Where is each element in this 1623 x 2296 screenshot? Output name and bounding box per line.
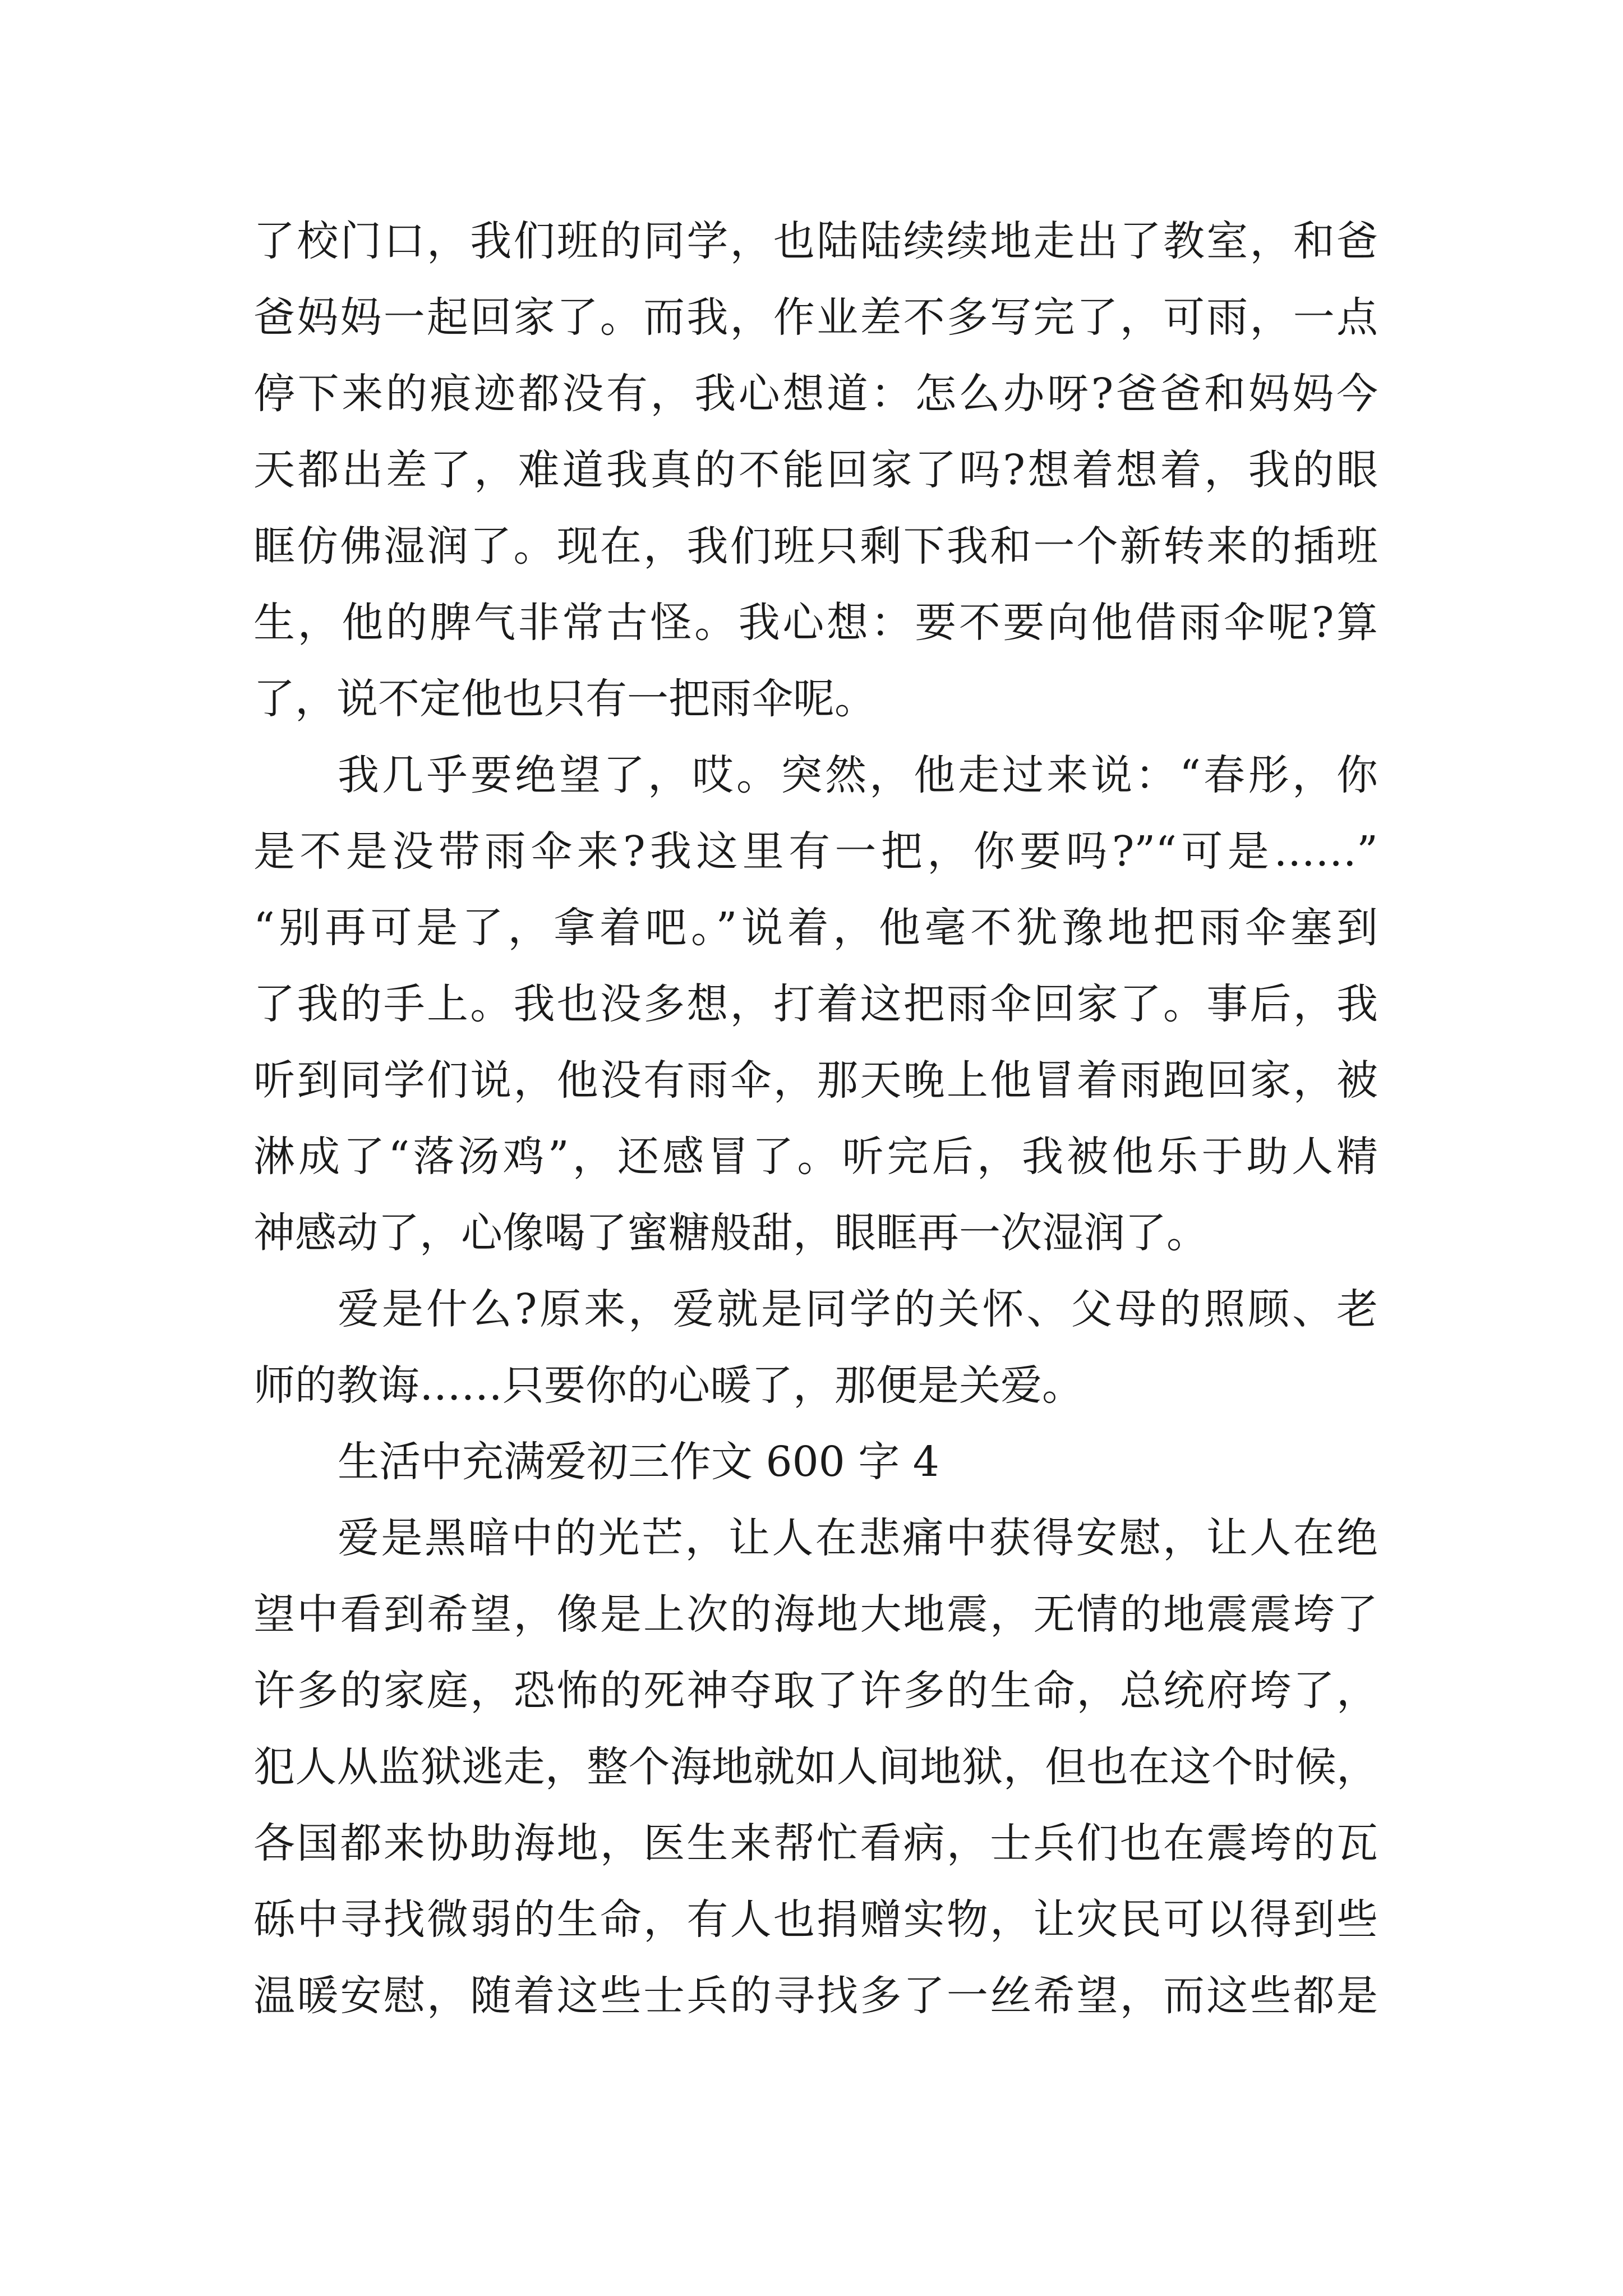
text-line: 爱是黑暗中的光芒，让人在悲痛中获得安慰，让人在绝 (338, 1514, 1378, 1562)
text-line: 停下来的痕迹都没有，我心想道：怎么办呀?爸爸和妈妈今 (253, 370, 1378, 418)
section-heading: 生活中充满爱初三作文 600 字 4 (338, 1438, 939, 1486)
text-line: 是不是没带雨伞来?我这里有一把，你要吗?”“可是……” (253, 827, 1378, 876)
text-line: 温暖安慰，随着这些士兵的寻找多了一丝希望，而这些都是 (253, 1972, 1378, 2020)
text-line: 爸妈妈一起回家了。而我，作业差不多写完了，可雨，一点 (253, 293, 1378, 342)
text-line: “别再可是了，拿着吧。”说着，他毫不犹豫地把雨伞塞到 (253, 904, 1378, 952)
text-line: 砾中寻找微弱的生命，有人也捐赠实物，让灾民可以得到些 (253, 1895, 1378, 1944)
text-line: 爱是什么?原来，爱就是同学的关怀、父母的照顾、老 (338, 1285, 1378, 1333)
text-line: 师的教诲……只要你的心暖了，那便是关爱。 (253, 1361, 1083, 1410)
text-line: 听到同学们说，他没有雨伞，那天晚上他冒着雨跑回家，被 (253, 1056, 1378, 1105)
text-line: 眶仿佛湿润了。现在，我们班只剩下我和一个新转来的插班 (253, 522, 1378, 570)
text-line: 了校门口，我们班的同学，也陆陆续续地走出了教室，和爸 (253, 217, 1378, 265)
text-line: 各国都来协助海地，医生来帮忙看病，士兵们也在震垮的瓦 (253, 1819, 1378, 1867)
text-line: 望中看到希望，像是上次的海地大地震，无情的地震震垮了 (253, 1590, 1378, 1639)
text-line: 了我的手上。我也没多想，打着这把雨伞回家了。事后，我 (253, 980, 1378, 1028)
text-line: 天都出差了，难道我真的不能回家了吗?想着想着，我的眼 (253, 446, 1378, 494)
document-body (253, 203, 1378, 2034)
text-line: 生，他的脾气非常古怪。我心想：要不要向他借雨伞呢?算 (253, 599, 1378, 647)
text-line: 许多的家庭，恐怖的死神夺取了许多的生命，总统府垮了， (253, 1667, 1378, 1715)
text-line: 了，说不定他也只有一把雨伞呢。 (253, 675, 876, 723)
text-line: 犯人从监狱逃走，整个海地就如人间地狱，但也在这个时候， (253, 1743, 1378, 1791)
text-line: 我几乎要绝望了，哎。突然，他走过来说：“春彤，你 (338, 751, 1378, 799)
text-line: 淋成了“落汤鸡”，还感冒了。听完后，我被他乐于助人精 (253, 1133, 1378, 1181)
text-line: 神感动了，心像喝了蜜糖般甜，眼眶再一次湿润了。 (253, 1209, 1208, 1257)
